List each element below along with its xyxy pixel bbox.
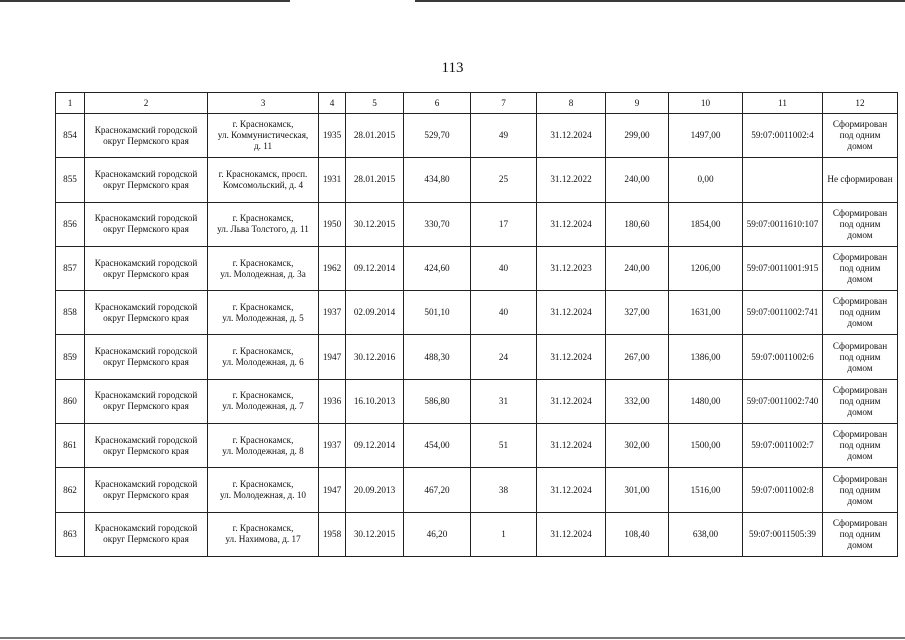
build-year-cell: 1937 (319, 424, 346, 468)
build-year-cell: 1947 (319, 468, 346, 512)
deadline-cell: 31.12.2024 (537, 424, 606, 468)
land-status-cell-line: под одним (839, 528, 881, 539)
land-status-cell-line: под одним (839, 484, 881, 495)
land-status-cell-line: под одним (839, 263, 881, 274)
land-status-cell-line: домом (847, 406, 873, 417)
address-cell-line: г. Краснокамск, (232, 213, 294, 224)
land-status-cell-line: под одним (839, 351, 881, 362)
row-number: 856 (56, 202, 85, 246)
address-cell-line: г. Краснокамск, (232, 257, 294, 268)
cadastral-number-cell: 59:07:0011002:6 (743, 335, 823, 379)
address-cell (208, 335, 319, 379)
living-area-cell: 327,00 (606, 291, 669, 335)
area-cell: 586,80 (404, 379, 471, 423)
living-area-cell: 240,00 (606, 246, 669, 290)
build-year-cell: 1931 (319, 158, 346, 202)
land-status-cell (823, 512, 898, 556)
municipality-cell-line: округ Пермского края (103, 490, 189, 501)
land-status-cell-line: Сформирован (832, 252, 888, 263)
municipality-cell-line: Краснокамский городской (94, 257, 198, 268)
address-cell (208, 158, 319, 202)
area-cell: 529,70 (404, 114, 471, 158)
row-number: 863 (56, 512, 85, 556)
living-area-cell: 240,00 (606, 158, 669, 202)
land-area-cell: 1497,00 (669, 114, 743, 158)
date-cell: 28.01.2015 (346, 158, 404, 202)
area-cell: 424,60 (404, 246, 471, 290)
living-area-cell: 302,00 (606, 424, 669, 468)
land-area-cell: 0,00 (669, 158, 743, 202)
build-year-cell: 1958 (319, 512, 346, 556)
land-area-cell: 1516,00 (669, 468, 743, 512)
municipality-cell (85, 512, 208, 556)
column-header-10: 10 (669, 93, 743, 114)
cadastral-number-cell: 59:07:0011505:39 (743, 512, 823, 556)
page-number: 113 (441, 60, 464, 76)
land-status-cell-line: домом (847, 362, 873, 373)
residents-cell: 25 (471, 158, 537, 202)
area-cell: 330,70 (404, 202, 471, 246)
cadastral-number-cell (743, 158, 823, 202)
living-area-cell: 299,00 (606, 114, 669, 158)
date-cell: 02.09.2014 (346, 291, 404, 335)
residents-cell: 49 (471, 114, 537, 158)
cadastral-number-cell: 59:07:0011002:7 (743, 424, 823, 468)
municipality-cell-line: округ Пермского края (103, 534, 189, 545)
municipality-cell (85, 468, 208, 512)
municipality-cell-line: округ Пермского края (103, 268, 189, 279)
build-year-cell: 1950 (319, 202, 346, 246)
land-status-cell-line: Сформирован (832, 384, 888, 395)
scan-edge-top-left (0, 0, 290, 2)
address-cell (208, 468, 319, 512)
address-cell (208, 246, 319, 290)
land-status-cell (823, 468, 898, 512)
residents-cell: 1 (471, 512, 537, 556)
address-cell (208, 114, 319, 158)
table-row (56, 379, 898, 423)
municipality-cell-line: округ Пермского края (103, 357, 189, 368)
municipality-cell (85, 158, 208, 202)
residents-cell: 24 (471, 335, 537, 379)
column-header-6: 6 (404, 93, 471, 114)
build-year-cell: 1937 (319, 291, 346, 335)
address-cell-line: г. Краснокамск, просп. (218, 168, 308, 179)
deadline-cell: 31.12.2024 (537, 291, 606, 335)
table-row (56, 335, 898, 379)
table-body (56, 114, 898, 557)
address-cell-line: г. Краснокамск, (232, 301, 294, 312)
table-row (56, 114, 898, 158)
residents-cell: 51 (471, 424, 537, 468)
municipality-cell-line: округ Пермского края (103, 312, 189, 323)
column-header-9: 9 (606, 93, 669, 114)
row-number: 857 (56, 246, 85, 290)
land-status-cell-line: Сформирован (832, 296, 888, 307)
deadline-cell: 31.12.2024 (537, 379, 606, 423)
residents-cell: 17 (471, 202, 537, 246)
housing-registry-table (55, 92, 898, 557)
address-cell-line: г. Краснокамск, (232, 390, 294, 401)
deadline-cell: 31.12.2023 (537, 246, 606, 290)
column-header-4: 4 (319, 93, 346, 114)
row-number: 855 (56, 158, 85, 202)
address-cell-line: ул. Молодежная, д. 7 (222, 401, 304, 412)
address-cell-line: ул. Молодежная, д. 5 (222, 312, 304, 323)
municipality-cell (85, 379, 208, 423)
land-status-cell (823, 158, 898, 202)
column-header-2: 2 (85, 93, 208, 114)
row-number: 858 (56, 291, 85, 335)
living-area-cell: 301,00 (606, 468, 669, 512)
address-cell (208, 379, 319, 423)
area-cell: 434,80 (404, 158, 471, 202)
address-cell (208, 291, 319, 335)
municipality-cell-line: округ Пермского края (103, 224, 189, 235)
municipality-cell (85, 291, 208, 335)
living-area-cell: 267,00 (606, 335, 669, 379)
address-cell-line: ул. Молодежная, д. 6 (222, 357, 304, 368)
land-status-cell-line: под одним (839, 307, 881, 318)
municipality-cell-line: округ Пермского края (103, 179, 189, 190)
address-cell-line: ул. Льва Толстого, д. 11 (217, 224, 309, 235)
land-status-cell-line: домом (847, 229, 873, 240)
date-cell: 09.12.2014 (346, 246, 404, 290)
row-number: 860 (56, 379, 85, 423)
table-row (56, 246, 898, 290)
municipality-cell (85, 335, 208, 379)
municipality-cell (85, 202, 208, 246)
build-year-cell: 1935 (319, 114, 346, 158)
land-area-cell: 1854,00 (669, 202, 743, 246)
municipality-cell-line: Краснокамский городской (94, 213, 198, 224)
land-status-cell-line: Сформирован (832, 119, 888, 130)
column-header-3: 3 (208, 93, 319, 114)
land-status-cell-line: Сформирован (832, 429, 888, 440)
address-cell-line: ул. Коммунистическая, (217, 130, 309, 141)
address-cell (208, 512, 319, 556)
row-number: 859 (56, 335, 85, 379)
living-area-cell: 108,40 (606, 512, 669, 556)
table-row (56, 158, 898, 202)
column-header-5: 5 (346, 93, 404, 114)
land-status-cell-line: домом (847, 318, 873, 329)
address-cell-line: г. Краснокамск, (232, 346, 294, 357)
land-status-cell-line: Сформирован (832, 473, 888, 484)
land-status-cell (823, 379, 898, 423)
land-area-cell: 1480,00 (669, 379, 743, 423)
table-row (56, 468, 898, 512)
municipality-cell-line: Краснокамский городской (94, 301, 198, 312)
build-year-cell: 1962 (319, 246, 346, 290)
land-status-cell-line: Сформирован (832, 340, 888, 351)
address-cell-line: ул. Нахимова, д. 17 (225, 534, 301, 545)
column-number-row (56, 93, 898, 114)
deadline-cell: 31.12.2024 (537, 335, 606, 379)
municipality-cell (85, 114, 208, 158)
land-area-cell: 638,00 (669, 512, 743, 556)
column-header-8: 8 (537, 93, 606, 114)
municipality-cell-line: округ Пермского края (103, 401, 189, 412)
area-cell: 454,00 (404, 424, 471, 468)
address-cell-line: г. Краснокамск, (232, 523, 294, 534)
land-area-cell: 1500,00 (669, 424, 743, 468)
address-cell-line: ул. Молодежная, д. 8 (222, 445, 304, 456)
table-row (56, 202, 898, 246)
date-cell: 28.01.2015 (346, 114, 404, 158)
land-area-cell: 1206,00 (669, 246, 743, 290)
land-status-cell (823, 335, 898, 379)
land-status-cell-line: домом (847, 451, 873, 462)
land-status-cell (823, 291, 898, 335)
address-cell-line: ул. Молодежная, д. 10 (219, 490, 307, 501)
land-status-cell-line: домом (847, 539, 873, 550)
municipality-cell-line: Краснокамский городской (94, 479, 198, 490)
column-header-12: 12 (823, 93, 898, 114)
address-cell-line: г. Краснокамск, (232, 434, 294, 445)
address-cell-line: г. Краснокамск, (232, 479, 294, 490)
build-year-cell: 1936 (319, 379, 346, 423)
municipality-cell-line: округ Пермского края (103, 135, 189, 146)
deadline-cell: 31.12.2024 (537, 468, 606, 512)
build-year-cell: 1947 (319, 335, 346, 379)
area-cell: 488,30 (404, 335, 471, 379)
municipality-cell (85, 246, 208, 290)
column-header-1: 1 (56, 93, 85, 114)
land-status-cell-line: домом (847, 274, 873, 285)
cadastral-number-cell: 59:07:0011002:8 (743, 468, 823, 512)
land-status-cell-line: под одним (839, 218, 881, 229)
date-cell: 30.12.2015 (346, 202, 404, 246)
land-status-cell-line: Сформирован (832, 517, 888, 528)
row-number: 854 (56, 114, 85, 158)
cadastral-number-cell: 59:07:0011610:107 (743, 202, 823, 246)
municipality-cell-line: Краснокамский городской (94, 434, 198, 445)
cadastral-number-cell: 59:07:0011002:740 (743, 379, 823, 423)
municipality-cell-line: Краснокамский городской (94, 124, 198, 135)
deadline-cell: 31.12.2024 (537, 114, 606, 158)
cadastral-number-cell: 59:07:0011001:915 (743, 246, 823, 290)
date-cell: 20.09.2013 (346, 468, 404, 512)
column-header-11: 11 (743, 93, 823, 114)
land-status-cell (823, 424, 898, 468)
scan-edge-bottom (0, 637, 905, 639)
municipality-cell-line: Краснокамский городской (94, 523, 198, 534)
land-area-cell: 1631,00 (669, 291, 743, 335)
table-row (56, 424, 898, 468)
land-status-cell-line: под одним (839, 395, 881, 406)
date-cell: 16.10.2013 (346, 379, 404, 423)
land-status-cell-line: под одним (839, 130, 881, 141)
date-cell: 09.12.2014 (346, 424, 404, 468)
area-cell: 501,10 (404, 291, 471, 335)
row-number: 861 (56, 424, 85, 468)
table-row (56, 291, 898, 335)
municipality-cell-line: округ Пермского края (103, 445, 189, 456)
land-area-cell: 1386,00 (669, 335, 743, 379)
address-cell (208, 424, 319, 468)
land-status-cell-line: домом (847, 141, 873, 152)
address-cell-line: ул. Молодежная, д. 3а (220, 268, 306, 279)
scan-edge-top-right (415, 0, 905, 2)
address-cell (208, 202, 319, 246)
address-cell-line: г. Краснокамск, (232, 119, 294, 130)
address-cell-line: д. 11 (253, 141, 273, 152)
date-cell: 30.12.2015 (346, 512, 404, 556)
row-number: 862 (56, 468, 85, 512)
table-row (56, 512, 898, 556)
residents-cell: 38 (471, 468, 537, 512)
living-area-cell: 332,00 (606, 379, 669, 423)
land-status-cell (823, 246, 898, 290)
deadline-cell: 31.12.2022 (537, 158, 606, 202)
residents-cell: 40 (471, 291, 537, 335)
municipality-cell-line: Краснокамский городской (94, 168, 198, 179)
residents-cell: 31 (471, 379, 537, 423)
land-status-cell (823, 114, 898, 158)
municipality-cell-line: Краснокамский городской (94, 346, 198, 357)
land-status-cell-line: Сформирован (832, 207, 888, 218)
deadline-cell: 31.12.2024 (537, 202, 606, 246)
area-cell: 467,20 (404, 468, 471, 512)
cadastral-number-cell: 59:07:0011002:741 (743, 291, 823, 335)
deadline-cell: 31.12.2024 (537, 512, 606, 556)
land-status-cell-line: Не сформирован (827, 174, 893, 185)
address-cell-line: Комсомольский, д. 4 (222, 179, 304, 190)
column-header-7: 7 (471, 93, 537, 114)
land-status-cell (823, 202, 898, 246)
date-cell: 30.12.2016 (346, 335, 404, 379)
municipality-cell-line: Краснокамский городской (94, 390, 198, 401)
area-cell: 46,20 (404, 512, 471, 556)
cadastral-number-cell: 59:07:0011002:4 (743, 114, 823, 158)
municipality-cell (85, 424, 208, 468)
land-status-cell-line: под одним (839, 440, 881, 451)
land-status-cell-line: домом (847, 495, 873, 506)
living-area-cell: 180,60 (606, 202, 669, 246)
residents-cell: 40 (471, 246, 537, 290)
